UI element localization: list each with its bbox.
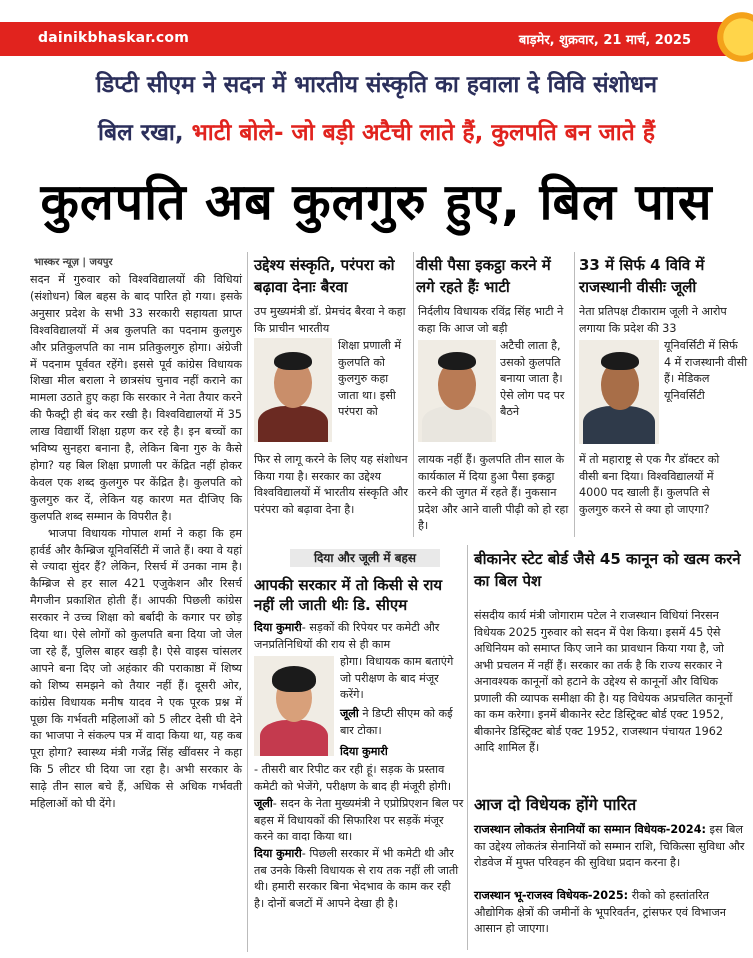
masthead-bar — [0, 22, 753, 56]
speaker-name: दिया कुमारी — [254, 847, 302, 860]
bill-1 — [474, 822, 746, 872]
bairwa-photo — [254, 338, 332, 442]
speaker-name: जूली — [340, 707, 359, 720]
story-jully-intro: नेता प्रतिपक्ष टीकाराम जूली ने आरोप लगाया कि प्रदेश की 33 — [579, 305, 727, 335]
kicker-line-1: डिप्टी सीएम ने सदन में भारतीय संस्कृति का हवाला दे विवि संशोधन — [95, 72, 658, 98]
debate-tag: दिया और जूली में बहस — [290, 549, 440, 567]
column-divider — [247, 252, 248, 952]
column-divider — [467, 545, 468, 950]
speaker-text: - सदन के नेता मुख्यमंत्री ने एप्रोप्रिएशन बिल पर बहस में विधायकों की सिफारिश पर सड़कें मंजूर करने का वादा किया था। — [254, 797, 464, 843]
debate-title: आपकी सरकार में तो किसी से राय नहीं ली जाती थीः डि. सीएम — [254, 576, 443, 614]
column-divider — [574, 252, 575, 537]
speaker-text: - पिछली सरकार में भी कमेटी थी और तब उनके किसी विधायक से राय तक नहीं ली जाती थी। हमारी सरकार बिना भेदभाव के काम कर रही है। दोनों बजटों में आपने देखा ही है। — [254, 847, 459, 910]
story-bhati-title: वीसी पैसा इकट्ठा करने में लगे रहते हैंः भाटी — [416, 256, 551, 296]
lead-paragraph-1: सदन में गुरुवार को विश्वविद्यालयों की विधियां (संशोधन) बिल बहस के बाद पारित हो गया। इसके अनुसार प्रदेश के सभी 33 सरकारी सहायता प्राप्त विश्वविद्यालयों में अब कुलपति का पदनाम कुलगुरु और प्रतिकुलपति का नाम प्रतिकुलगुरु होगा। अंग्रेजी में पदनाम पूर्ववत रहेंगे। इससे पूर्व कांग्रेस विधायक शिखा मील बराला ने छात्रसंघ चुनाव नहीं कराने का मामला उठाते हुए कहा कि सरकार ने नेता तैयार करने की फैक्ट्री ही बंद कर रखी है। विश्वविद्यालयों में 35 लाख विद्यार्थी शिक्षा ग्रहण कर रहे है। इन बच्चों का भविष्य सुनहरा बनाना है, लेकिन बिना गुरु के कैसे होगा? यह बिल शिक्षा प्रणाली पर केंद्रित नहीं होकर केवल एक शब्द कुलगुरु पर केंद्रित है। कुलपति को कुलगुरु कर दें, लेकिन यह कारण मत दीजिए कि कुलपति शब्द सम्मान के विपरीत है। — [30, 273, 242, 523]
sun-logo-icon — [713, 8, 753, 66]
bill-name: राजस्थान भू-राजस्व विधेयक-2025: — [474, 889, 629, 902]
bikaner-title: बीकानेर स्टेट बोर्ड जैसे 45 कानून को खत्म करने का बिल पेश — [474, 550, 741, 590]
story-bhati-intro: निर्दलीय विधायक रविंद्र सिंह भाटी ने कहा कि आज जो बड़ी — [418, 305, 564, 335]
jully-photo — [579, 340, 659, 444]
debate-line-3-body: - तीसरी बार रिपीट कर रही हूं। सड़क के प्रस्ताव कमेटी को भेजेंगे, परीक्षण के बाद ही मंजूरी होगी। — [254, 763, 452, 793]
speaker-text: ने डिप्टी सीएम को कई बार टोका। — [340, 707, 453, 737]
debate-line-1 — [254, 620, 464, 653]
bills-title: आज दो विधेयक होंगे पारित — [474, 795, 637, 814]
speaker-name: जूली — [254, 797, 273, 810]
lead-story — [30, 272, 242, 813]
diya-kumari-photo — [254, 656, 334, 756]
debate-line-5 — [254, 846, 464, 912]
bill-2 — [474, 888, 746, 938]
story-bairwa-wrap: शिक्षा प्रणाली में कुलपति को कुलगुरु कहा जाता था। इसी परंपरा को — [338, 339, 402, 418]
lead-paragraph-2: भाजपा विधायक गोपाल शर्मा ने कहा कि हम हार्वर्ड और कैम्ब्रिज यूनिवर्सिटी में जाते हैं। क्या वे यहां से ज्यादा सुंदर हैं? लेकिन, रिसर्च में उनका नाम है। कैम्ब्रिज से हर साल 421 एजुकेशन और रिसर्च मैगजीन प्रकाशित होती हैं। आपकी पिछली कांग्रेस सरकार ने उच्च शिक्षा को बर्बादी के कगार पर छोड़ दिया था। ऐसे लोगों को कुलपति बना दिया जो जेल जा रहे हैं, पुलिस बाहर खड़ी है। ऐसे वाइस चांसलर आपने बना दिए जो अहंकार की पराकाष्ठा में शिष्य को शिष्य समझने को तैयार नहीं हैं। दूसरी ओर, कांग्रेस विधायक मनीष यादव ने एक पूरक प्रश्न में पूछा कि गर्भवती महिलाओं को 5 लीटर देसी घी देने का भाजपा ने संकल्प पत्र में वादा किया था, यह कब पूरा होगा? स्वास्थ्य मंत्री गजेंद्र सिंह खींवसर ने कहा कि 5 लीटर घी दिया जा रहा है। अभी सरकार के साढ़े तीन साल बचे हैं, अधिक से अधिक गर्भवती महिलाओं को घी देंगे। — [30, 526, 242, 811]
story-bhati-body: लायक नहीं हैं। कुलपति तीन साल के कार्यकाल में दिया हुआ पैसा इकट्ठा करने की जुगत में रहते हैं। नुकसान प्रदेश और आने वाली पीढ़ी को हो रहा है। — [418, 453, 569, 532]
bikaner-body: संसदीय कार्य मंत्री जोगाराम पटेल ने राजस्थान विधियां निरसन विधेयक 2025 गुरुवार को सदन में पेश किया। इसमें 45 ऐसे अधिनियम को समाप्त किए जाने का प्रावधान किया गया है, जो अभी प्रचलन में नहीं हैं। सरकार का तर्क है कि राज्य सरकार ने अनावश्यक कानूनों को हटाने के उद्देश्य से कानूनों और विधिक प्रणाली की व्यापक समीक्षा की है। यह विधेयक अप्रचलित कानूनों का कम करेगा। इनमें बीकानेर स्टेट डिस्ट्रिक्ट बोर्ड एक्ट 1952, बीकानेर डिस्ट्रिक्ट बोर्ड एक्ट 1952, राजस्थान पंचायत 1962 आदि शामिल हैं। — [474, 609, 733, 754]
story-bairwa-body: फिर से लागू करने के लिए यह संशोधन किया गया है। सरकार का उद्देश्य विश्वविद्यालयों में भारतीय संस्कृति और परंपरा को बढ़ावा देना है। — [254, 453, 408, 516]
debate-line-2 — [340, 706, 464, 739]
kicker-line-2a: बिल रखा, — [98, 120, 184, 146]
dateline: बाड़मेर, शुक्रवार, 21 मार्च, 2025 — [518, 33, 691, 48]
column-divider — [413, 252, 414, 537]
debate-line-3 — [340, 744, 464, 761]
story-jully-title: 33 में सिर्फ 4 विवि में राजस्थानी वीसीः जूली — [579, 256, 705, 296]
debate-line-4 — [254, 796, 464, 846]
story-bairwa-title: उद्देश्य संस्कृति, परंपरा को बढ़ावा देनाः बैरवा — [254, 256, 395, 296]
speaker-text: - सड़कों की रिपेयर पर कमेटी और जनप्रतिनिधियों की राय से ही काम — [254, 621, 440, 651]
main-headline: कुलपति अब कुलगुरु हुए, बिल पास — [40, 173, 713, 231]
byline: भास्कर न्यूज़ | जयपुर — [34, 257, 113, 268]
bill-text: इस बिल का उद्देश्य लोकतंत्र सेनानियों को सम्मान राशि, चिकित्सा सुविधा और रोडवेज में मुफ्त परिवहन की सुविधा प्रदान करना है। — [474, 823, 745, 869]
speaker-name: दिया कुमारी — [254, 621, 302, 634]
site-name[interactable]: dainikbhaskar.com — [38, 30, 190, 46]
kicker-line-2 — [0, 116, 753, 150]
story-jully-body: में तो महाराष्ट्र से एक गैर डॉक्टर को वीसी बना दिया। विश्वविद्यालयों में 4000 पद खाली हैं। कुलपति से कुलगुरु करने से क्या हो जाएगा? — [579, 453, 720, 516]
story-bairwa-intro: उप मुख्यमंत्री डॉ. प्रेमचंद बैरवा ने कहा कि प्राचीन भारतीय — [254, 305, 406, 335]
bill-text: रीको को हस्तांतरित औद्योगिक क्षेत्रों की जमीनों के भूपरिवर्तन, ट्रांसफर एवं विभाजन आसान हो जाएगा। — [474, 889, 726, 935]
bhati-photo — [418, 340, 496, 442]
debate-line-1-wrap: होगा। विधायक काम बताएंगे जो परीक्षण के बाद मंजूर करेंगे। — [340, 655, 454, 701]
kicker-line-2b: भाटी बोले- जो बड़ी अटैची लाते हैं, कुलपति बन जाते हैं — [191, 120, 655, 146]
story-bhati-wrap: अटैची लाता है, उसको कुलपति बनाया जाता है। ऐसे लोग पद पर बैठने — [500, 339, 565, 418]
speaker-name: दिया कुमारी — [340, 745, 388, 758]
bill-name: राजस्थान लोकतंत्र सेनानियों का सम्मान विधेयक-2024: — [474, 823, 706, 836]
story-jully-wrap: यूनिवर्सिटी में सिर्फ 4 में राजस्थानी वीसी हैं। मेडिकल यूनिवर्सिटी — [664, 339, 748, 402]
